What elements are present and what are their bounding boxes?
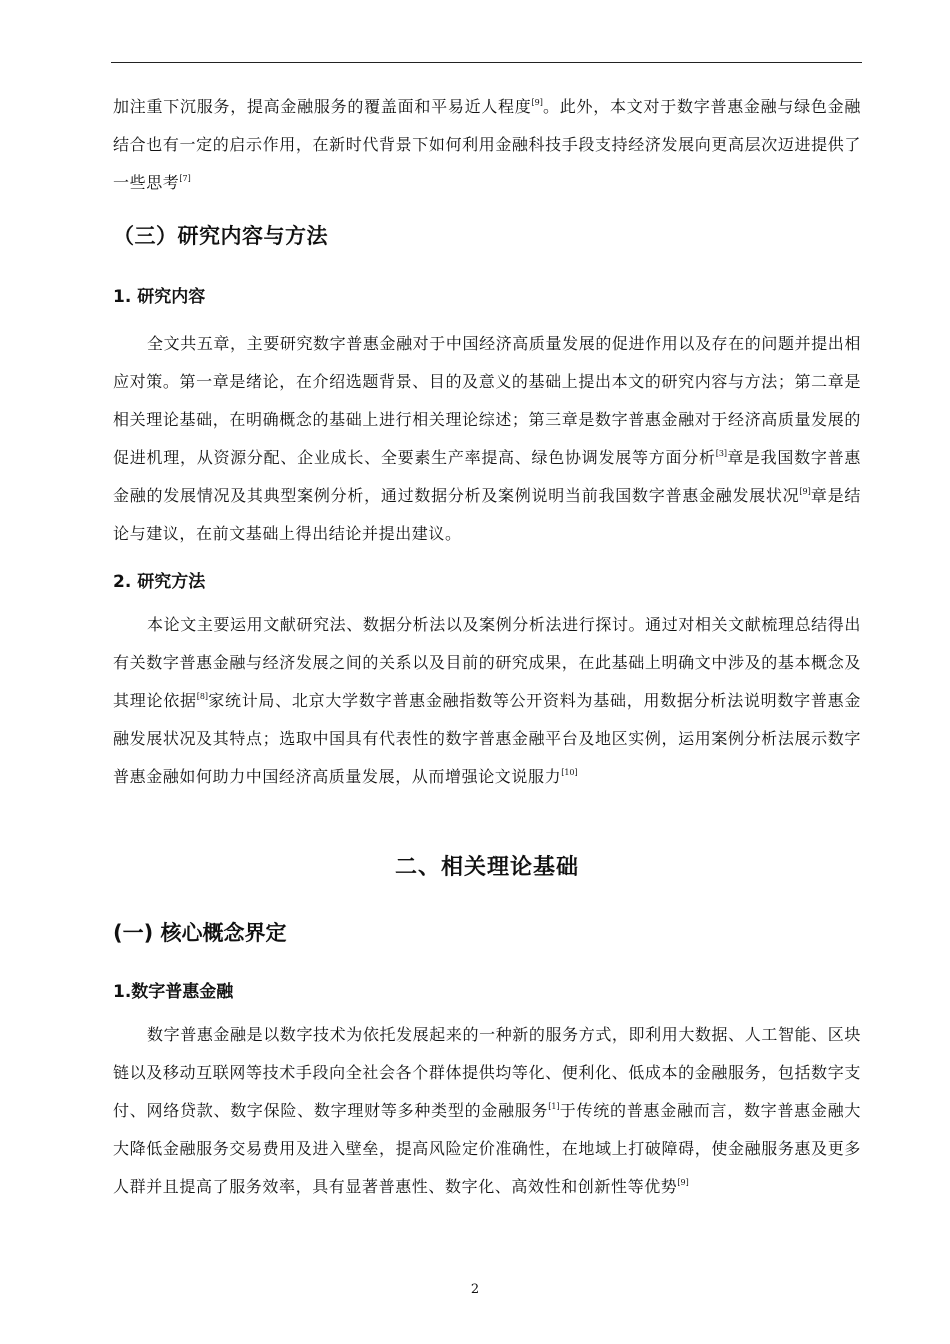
section-heading-core-concepts: (一) 核心概念界定 xyxy=(113,921,287,945)
intro-paragraph xyxy=(113,88,861,202)
chapter-heading: 二、相关理论基础 xyxy=(394,855,579,880)
citation: [10] xyxy=(561,768,578,777)
text-run: 章是结论与建议，在前文基础上得出结论并提出建议。 xyxy=(113,486,861,543)
subsection-heading-digital-inclusive-finance: 1.数字普惠金融 xyxy=(113,982,234,1002)
text-run: 。此外，本文对于数字普惠金融与绿色金融结合也有一定的启示作用，在新时代背景下如何利用金融科技手段支持经济发展向更高层次迈进提供了一些思考 xyxy=(113,97,861,192)
text-run: 本论文主要运用文献研究法、数据分析法以及案例分析法进行探讨。通过对相关文献梳理总结得出有关数字普惠金融与经济发展之间的关系以及目前的研究成果，在此基础上明确文中涉及的基本概念及其理论依据 xyxy=(113,615,861,710)
citation: [9] xyxy=(677,1178,689,1187)
text-run: 全文共五章，主要研究数字普惠金融对于中国经济高质量发展的促进作用以及存在的问题并提出相应对策。第一章是绪论，在介绍选题背景、目的及意义的基础上提出本文的研究内容与方法；第二章是相关理论基础，在明确概念的基础上进行相关理论综述；第三章是数字普惠金融对于经济高质量发展的促进机理，从资源分配、企业成长、全要素生产率提高、绿色协调发展等方面分析 xyxy=(113,334,861,467)
section-heading-research-content-method: （三）研究内容与方法 xyxy=(113,224,328,248)
document-body xyxy=(113,88,861,1206)
text-run: 家统计局、北京大学数字普惠金融指数等公开资料为基础，用数据分析法说明数字普惠金融发展状况及其特点；选取中国具有代表性的数字普惠金融平台及地区实例，运用案例分析法展示数字普惠金融如何助力中国经济高质量发展，从而增强论文说服力 xyxy=(113,691,861,786)
text-run: 加注重下沉服务，提高金融服务的覆盖面和平易近人程度 xyxy=(113,97,532,116)
text-run: 于传统的普惠金融而言，数字普惠金融大大降低金融服务交易费用及进入壁垒，提高风险定价准确性，在地域上打破障碍，使金融服务惠及更多人群并且提高了服务效率，具有显著普惠性、数字化、高效性和创新性等优势 xyxy=(113,1101,861,1196)
research-method-paragraph xyxy=(113,606,861,796)
citation: [7] xyxy=(179,174,191,183)
subsection-heading-research-method: 2. 研究方法 xyxy=(113,572,206,592)
text-run: 章是我国数字普惠金融的发展情况及其典型案例分析，通过数据分析及案例说明当前我国数字普惠金融发展状况 xyxy=(113,448,861,505)
page-number: 2 xyxy=(470,1282,480,1297)
digital-inclusive-finance-paragraph xyxy=(113,1016,861,1206)
citation: [3] xyxy=(715,449,728,458)
text-run: 数字普惠金融是以数字技术为依托发展起来的一种新的服务方式，即利用大数据、人工智能、区块链以及移动互联网等技术手段向全社会各个群体提供均等化、便利化、低成本的金融服务，包括数字支付、网络贷款、数字保险、数字理财等多种类型的金融服务 xyxy=(113,1025,861,1120)
citation: [1] xyxy=(548,1102,560,1111)
research-content-paragraph xyxy=(113,325,861,553)
citation: [9] xyxy=(799,487,811,496)
header-rule xyxy=(111,62,862,63)
citation: [9] xyxy=(531,98,543,107)
subsection-heading-research-content: 1. 研究内容 xyxy=(113,287,206,307)
citation: [8] xyxy=(196,692,209,701)
